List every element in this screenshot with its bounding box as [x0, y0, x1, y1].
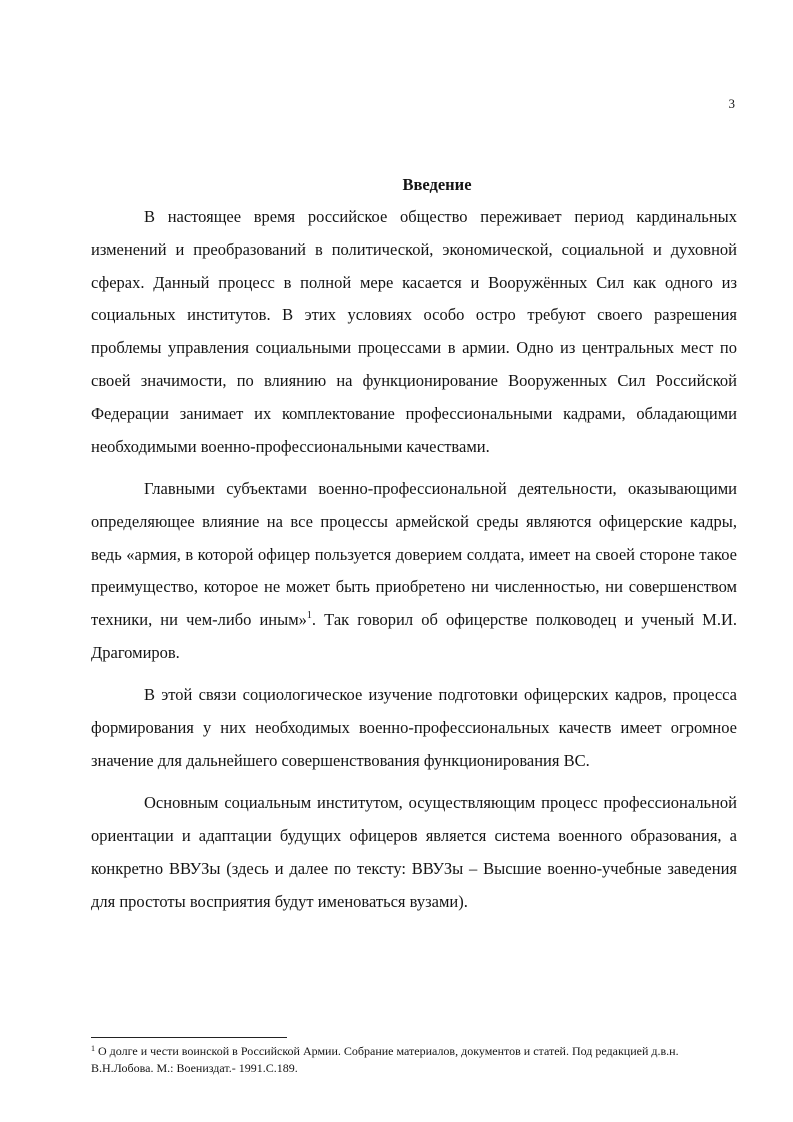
paragraph-3: В этой связи социологическое изучение подготовки офицерских кадров, процесса формирования у них необходимых военно-профессиональных качеств имеет огромное значение для дальнейшего совершенствования функционирования ВС.	[91, 685, 737, 770]
footnote-text: О долге и чести воинской в Российской Армии. Собрание материалов, документов и статей. Под редакцией д.в.н. В.Н.Лобова. М.: Воениздат.- 1991.С.189.	[91, 1044, 679, 1075]
body-text	[91, 201, 737, 919]
paragraph-2-text-before: Главными субъектами военно-профессиональной деятельности, оказывающими определяющее влияние на все процессы армейской среды являются офицерские кадры, ведь «армия, в которой офицер пользуется доверием солдата, имеет на своей стороне такое преимущество, которое не может быть приобретено ни численностью, ни совершенством техники, ни чем-либо иным»	[91, 478, 737, 630]
paragraph-2	[91, 473, 737, 670]
footnote-reference: 1	[306, 610, 312, 622]
footnote-divider	[91, 1037, 287, 1038]
paragraph-2-text-after: . Так говорил об офицерстве полководец и ученый М.И. Драгомиров.	[91, 610, 737, 662]
paragraph-1: В настоящее время российское общество переживает период кардинальных изменений и преобразований в политической, экономической, социальной и духовной сферах. Данный процесс в полной мере касается и Вооружённых Сил как одного из социальных институтов. В этих условиях особо остро требуют своего разрешения проблемы управления социальными процессами в армии. Одно из центральных мест по своей значимости, по влиянию на функционирование Вооруженных Сил Российской Федерации занимает их комплектование профессиональными кадрами, обладающими необходимыми военно-профессиональными качествами.	[91, 207, 737, 456]
footnote-mark: 1	[91, 1044, 95, 1053]
page-number: 3	[728, 96, 735, 111]
section-title: Введение	[402, 175, 472, 194]
footnote	[91, 1043, 741, 1077]
paragraph-4: Основным социальным институтом, осуществляющим процесс профессиональной ориентации и адаптации будущих офицеров является система военного образования, а конкретно ВВУЗы (здесь и далее по тексту: ВВУЗы – Высшие военно-учебные заведения для простоты восприятия будут именоваться вузами).	[91, 793, 737, 911]
